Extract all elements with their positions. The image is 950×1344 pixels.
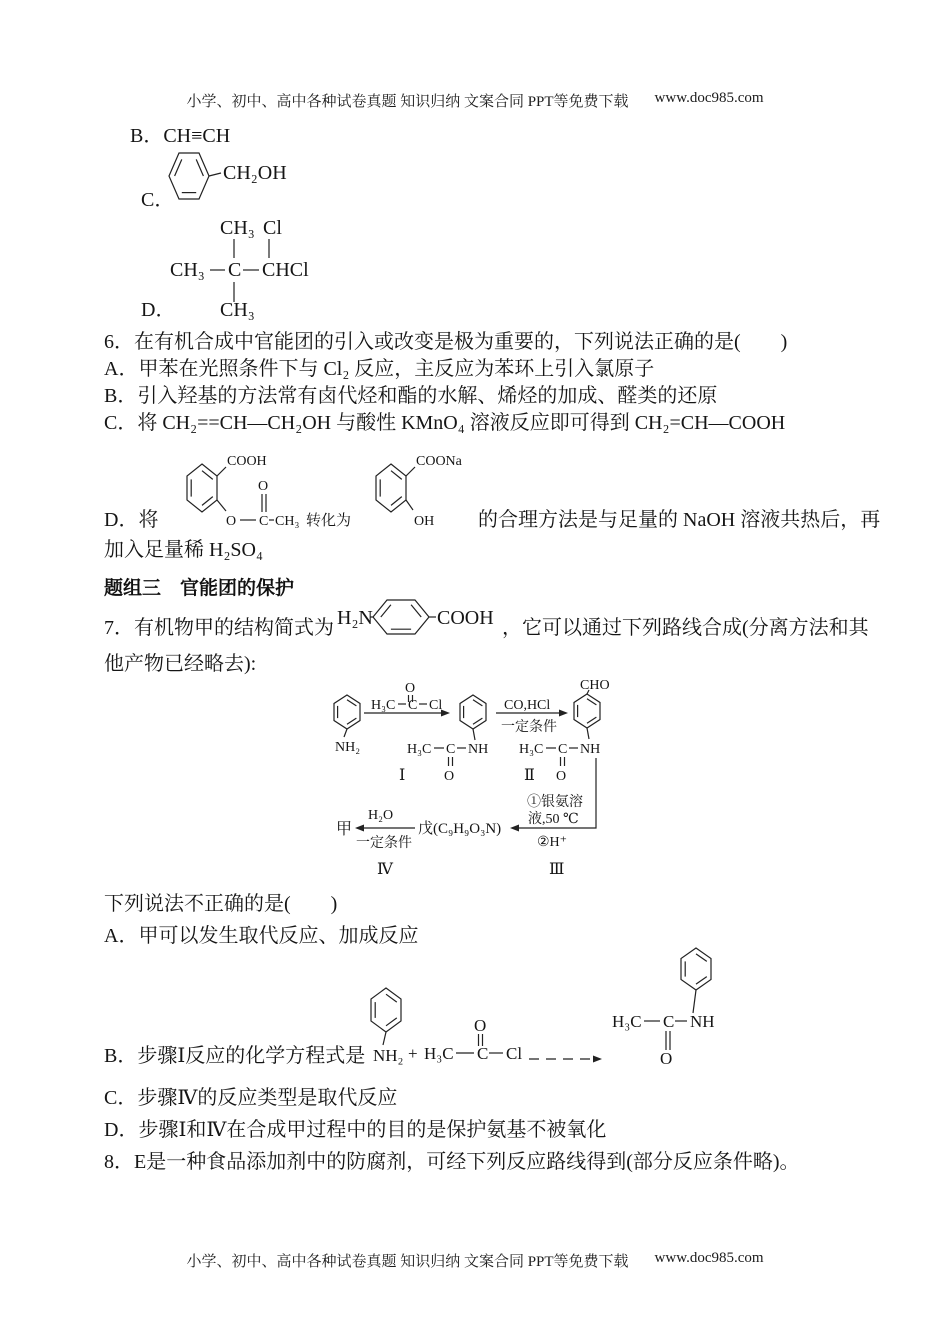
- amide2-c-label: C: [558, 742, 568, 757]
- aromatic-double-bonds: [381, 605, 421, 629]
- compound-jia-label: 甲: [336, 821, 353, 838]
- eq-cl-label: Cl: [506, 1044, 523, 1063]
- sodium-salicylate-structure: [367, 448, 477, 533]
- benzyl-alcohol-structure: [165, 148, 305, 210]
- q6-option-c: C．将 CH₂==CH—CH₂OH 与酸性 KMnO₄ 溶液反应即可得到 CH₂=CH—COOH: [104, 412, 786, 434]
- q5-option-b: B．CH≡CH: [130, 125, 231, 147]
- acetyl-c-label: C: [408, 698, 418, 713]
- q7-option-c: C．步骤Ⅳ的反应类型是取代反应: [104, 1087, 398, 1109]
- c-center-label: C: [228, 259, 242, 281]
- q7-option-b-prefix: B．步骤Ⅰ反应的化学方程式是: [104, 1045, 366, 1067]
- plus-sign: +: [408, 1044, 418, 1063]
- q5-option-c-label: C．: [141, 189, 175, 211]
- coona-label: COONa: [416, 454, 462, 469]
- prod-o-label: O: [660, 1049, 673, 1068]
- q7-option-d: D．步骤Ⅰ和Ⅳ在合成甲过程中的目的是保护氨基不被氧化: [104, 1119, 607, 1141]
- bond: [209, 173, 221, 176]
- q6-option-d-suffix: 的合理方法是与足量的 NaOH 溶液共热后，再: [478, 509, 881, 531]
- q6-convert-text: 转化为: [306, 513, 352, 529]
- cho-label: CHO: [580, 678, 610, 693]
- q6-option-b: B．引入羟基的方法常有卤代烃和酯的水解、烯烃的加成、醛类的还原: [104, 385, 718, 407]
- bond: [344, 729, 347, 737]
- step1-label: Ⅰ: [399, 767, 406, 784]
- section-title: 题组三 官能团的保护: [104, 578, 295, 599]
- amide2-o-label: O: [556, 769, 567, 784]
- acetyl-o-label: O: [405, 681, 416, 696]
- synthesis-scheme: [298, 666, 632, 888]
- q7-question: 下列说法不正确的是( ): [104, 893, 338, 915]
- q7-stem-prefix: 7．有机物甲的结构简式为: [104, 617, 334, 639]
- q7-option-a: A．甲可以发生取代反应、加成反应: [104, 925, 419, 947]
- aromatic-double-bonds: [464, 700, 483, 724]
- q6-option-a: A．甲苯在光照条件下与 Cl₂ 反应，主反应为苯环上引入氯原子: [104, 358, 655, 380]
- step2-condition-below: 一定条件: [501, 720, 557, 735]
- acetyl-h3c-label: H₃C: [371, 698, 396, 713]
- amide1-nh-label: NH: [468, 742, 489, 757]
- chcl-label: CHCl: [262, 259, 309, 281]
- step2-condition-above: CO,HCl: [504, 698, 551, 713]
- amide2-h3c-label: H₃C: [519, 742, 544, 757]
- q6-stem: 6．在有机合成中官能团的引入或改变是极为重要的，下列说法正确的是( ): [104, 331, 788, 353]
- aspirin-structure: [178, 448, 310, 533]
- ch3-left-label: CH₃: [170, 259, 205, 281]
- amide1-o-label: O: [444, 769, 455, 784]
- step3-label: Ⅲ: [549, 861, 565, 878]
- q8-stem: 8．E是一种食品添加剂中的防腐剂，可经下列反应路线得到(部分反应条件略)。: [104, 1151, 800, 1173]
- step4-label: Ⅳ: [377, 861, 393, 878]
- bonds: [406, 467, 415, 510]
- bond: [473, 729, 475, 740]
- q6-option-d-prefix: D．将: [104, 509, 159, 531]
- page-footer: [0, 1250, 950, 1271]
- step2-label: Ⅱ: [524, 767, 535, 784]
- eq-o-label: O: [474, 1016, 487, 1035]
- footer-site-link[interactable]: www.doc985.com: [654, 1250, 764, 1266]
- amide1-c-label: C: [446, 742, 456, 757]
- aromatic-double-bonds: [375, 994, 397, 1026]
- acetyl-cl-label: Cl: [429, 698, 443, 713]
- aniline-nh2-label: NH₂: [335, 740, 361, 755]
- q7-stem-suffix: ，它可以通过下列路线合成(分离方法和其: [502, 617, 869, 639]
- step3-condition-1: ①银氨溶: [527, 795, 583, 810]
- step3-condition-3: ②H⁺: [537, 835, 568, 850]
- q6-option-d-line2: 加入足量稀 H₂SO₄: [104, 539, 263, 561]
- option-b-equation: [369, 942, 729, 1077]
- step4-condition-below: 一定条件: [356, 836, 412, 851]
- aromatic-double-bonds: [685, 954, 707, 984]
- arrow-step4: [355, 825, 415, 832]
- eq-nh2-label: NH₂: [373, 1046, 404, 1065]
- aromatic-double-bonds: [578, 699, 597, 723]
- ch2oh-label: CH₂OH: [223, 162, 287, 184]
- prod-h3c-label: H₃C: [612, 1012, 642, 1031]
- ch3-label: CH₃: [275, 514, 300, 529]
- amide1-h3c-label: H₃C: [407, 742, 432, 757]
- amide2-nh-label: NH: [580, 742, 601, 757]
- carbonyl-c-label: C: [259, 514, 269, 529]
- cooh-label: COOH: [437, 607, 494, 629]
- page-header: [0, 90, 950, 111]
- oh-label: OH: [414, 514, 435, 529]
- eq-c-label: C: [477, 1044, 489, 1063]
- ch3-top-label: CH₃: [220, 217, 255, 239]
- prod-nh-label: NH: [690, 1012, 715, 1031]
- step4-condition-above: H₂O: [368, 808, 394, 823]
- aromatic-double-bonds: [338, 700, 357, 724]
- compound-wu-label: 戊(C₉H₉O₃N): [418, 821, 502, 837]
- ester-o-label: O: [226, 514, 237, 529]
- aromatic-double-bonds: [175, 159, 204, 192]
- q5-option-d-label: D．: [141, 299, 176, 321]
- paba-structure: [337, 592, 507, 640]
- eq-h3c-label: H₃C: [424, 1044, 454, 1063]
- q7-stem-line2: 他产物已经略去):: [104, 653, 257, 675]
- footer-promo-text: 小学、初中、高中各种试卷真题 知识归纳 文案合同 PPT等免费下载: [186, 1254, 629, 1270]
- header-site-link[interactable]: www.doc985.com: [654, 90, 764, 106]
- step3-condition-2: 液,50 ℃: [528, 812, 579, 827]
- dashed-arrow: [529, 1056, 602, 1063]
- aromatic-double-bonds: [380, 471, 402, 506]
- prod-c-label: C: [663, 1012, 675, 1031]
- cl-top-label: Cl: [263, 217, 282, 239]
- dichloride-structure: [166, 210, 341, 322]
- bond: [383, 1032, 386, 1045]
- cooh-label: COOH: [227, 454, 267, 469]
- header-promo-text: 小学、初中、高中各种试卷真题 知识归纳 文案合同 PPT等免费下载: [186, 94, 629, 110]
- h2n-label: H₂N: [337, 607, 373, 629]
- carbonyl-o-label: O: [258, 479, 269, 494]
- aromatic-double-bonds: [191, 471, 213, 506]
- ch3-bottom-label: CH₃: [220, 299, 255, 321]
